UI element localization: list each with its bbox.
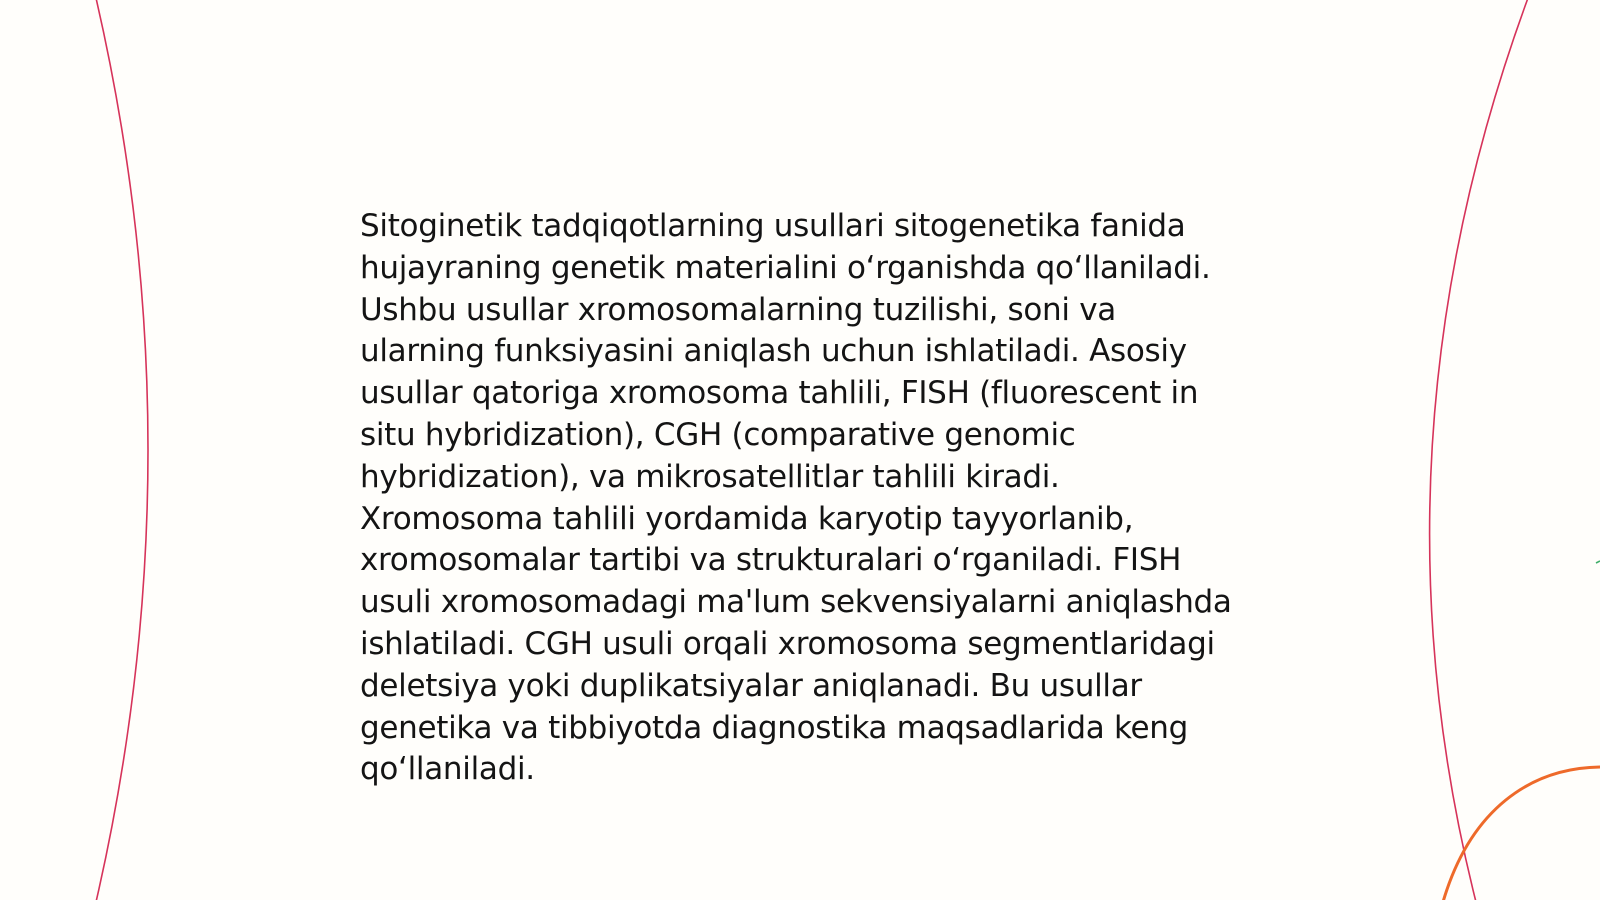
body-paragraph: Sitoginetik tadqiqotlarning usullari sitogenetika fanida hujayraning genetik materialini o‘rganishda qo‘llaniladi. Ushbu usullar xromosomalarning tuzilishi, soni va ularning funksiyasini aniqlash uchun ishlatiladi. Asosiy usullar qatoriga xromosoma tahlili, FISH (fluorescent in situ hybridization), CGH (comparative genomic hybridization), va mikrosatellitlar tahlili kiradi. Xromosoma tahlili yordamida karyotip tayyorlanib, xromosomalar tartibi va strukturalari o‘rganiladi. FISH usuli xromosomadagi ma'lum sekvensiyalarni aniqlashda ishlatiladi. CGH usuli orqali xromosoma segmentlaridagi deletsiya yoki duplikatsiyalar aniqlanadi. Bu usullar genetika va tibbiyotda diagnostika maqsadlarida keng qo‘llaniladi. (360, 208, 1232, 788)
left-arc-line (96, 0, 148, 900)
bottom-right-orange-arc (1443, 767, 1600, 900)
green-accent-tick (1596, 561, 1600, 563)
right-arc-line (1430, 0, 1528, 900)
